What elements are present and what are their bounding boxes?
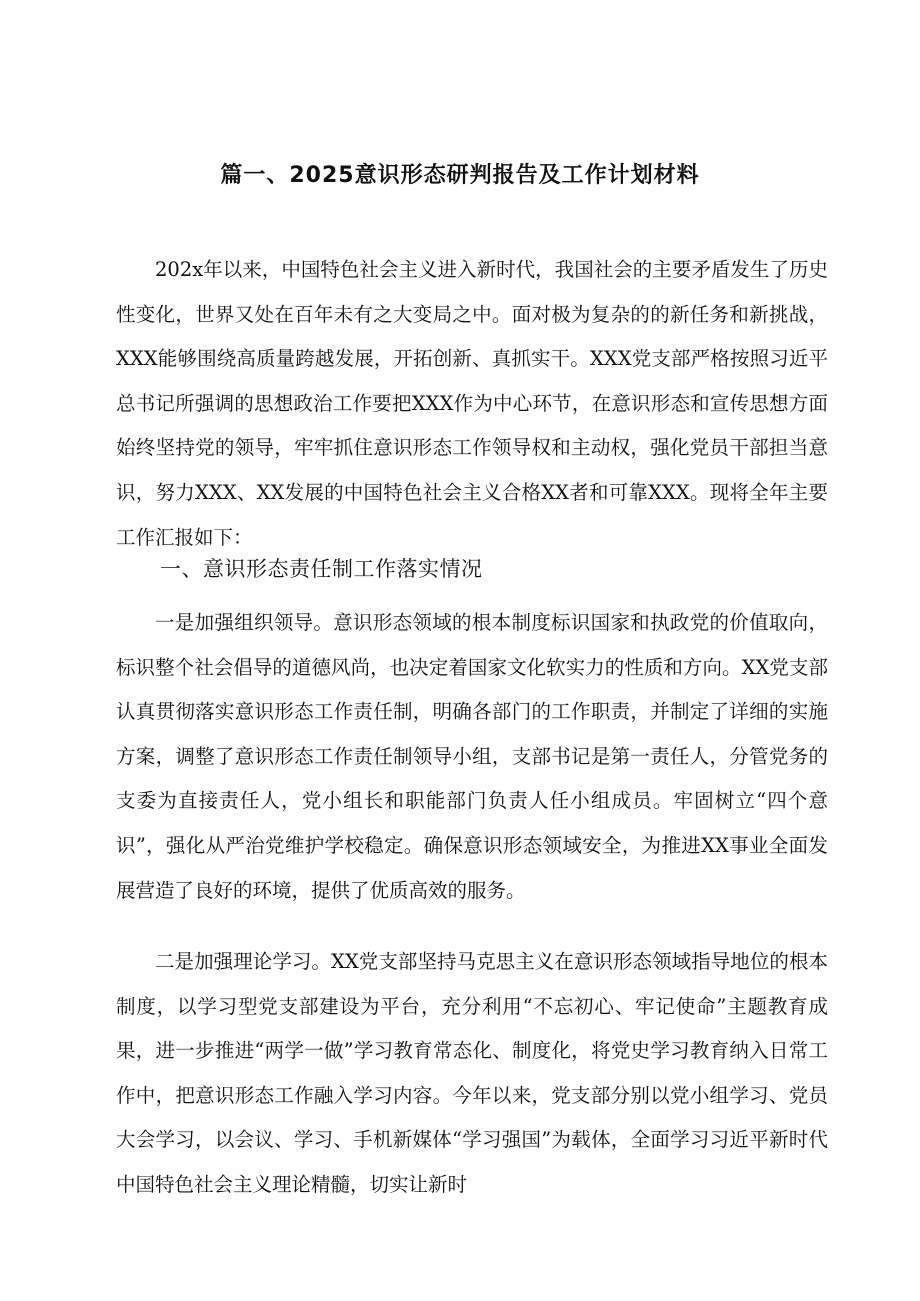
section-heading: 一、意识形态责任制工作落实情况 xyxy=(160,557,483,581)
paragraph-theory-study: 二是加强理论学习。XX党支部坚持马克思主义在意识形态领域指导地位的根本制度，以学习型党支部建设为平台，充分利用“不忘初心、牢记使命”主题教育成果，进一步推进“两学一做”学习教育常态化、制度化，将党史学习教育纳入日常工作中，把意识形态工作融入学习内容。今年以来，党支部分别以党小组学习、党员大会学习，以会议、学习、手机新媒体“学习强国”为载体，全面学习习近平新时代中国特色社会主义理论精髓，切实让新时 xyxy=(116,950,828,1196)
paragraph-organization: 一是加强组织领导。意识形态领域的根本制度标识国家和执政党的价值取向，标识整个社会倡导的道德风尚，也决定着国家文化软实力的性质和方向。XX党支部认真贯彻落实意识形态工作责任制，明确各部门的工作职责，并制定了详细的实施方案，调整了意识形态工作责任制领导小组，支部书记是第一责任人，分管党务的支委为直接责任人，党小组长和职能部门负责人任小组成员。牢固树立“四个意识”，强化从严治党维护学校稳定。确保意识形态领域安全，为推进XX事业全面发展营造了良好的环境，提供了优质高效的服务。 xyxy=(116,611,828,902)
paragraph-block-2 xyxy=(116,940,828,1208)
document-title: 篇一、2025意识形态研判报告及工作计划材料 xyxy=(220,163,700,188)
intro-block xyxy=(116,248,828,560)
intro-paragraph: 202x年以来，中国特色社会主义进入新时代，我国社会的主要矛盾发生了历史性变化，世界又处在百年未有之大变局之中。面对极为复杂的的新任务和新挑战，XXX能够围绕高质量跨越发展，开拓创新、真抓实干。XXX党支部严格按照习近平总书记所强调的思想政治工作要把XXX作为中心环节，在意识形态和宣传思想方面始终坚持党的领导，牢牢抓住意识形态工作领导权和主动权，强化党员干部担当意识，努力XXX、XX发展的中国特色社会主义合格XX者和可靠XXX。现将全年主要工作汇报如下： xyxy=(116,258,828,549)
paragraph-block-1 xyxy=(116,601,828,913)
